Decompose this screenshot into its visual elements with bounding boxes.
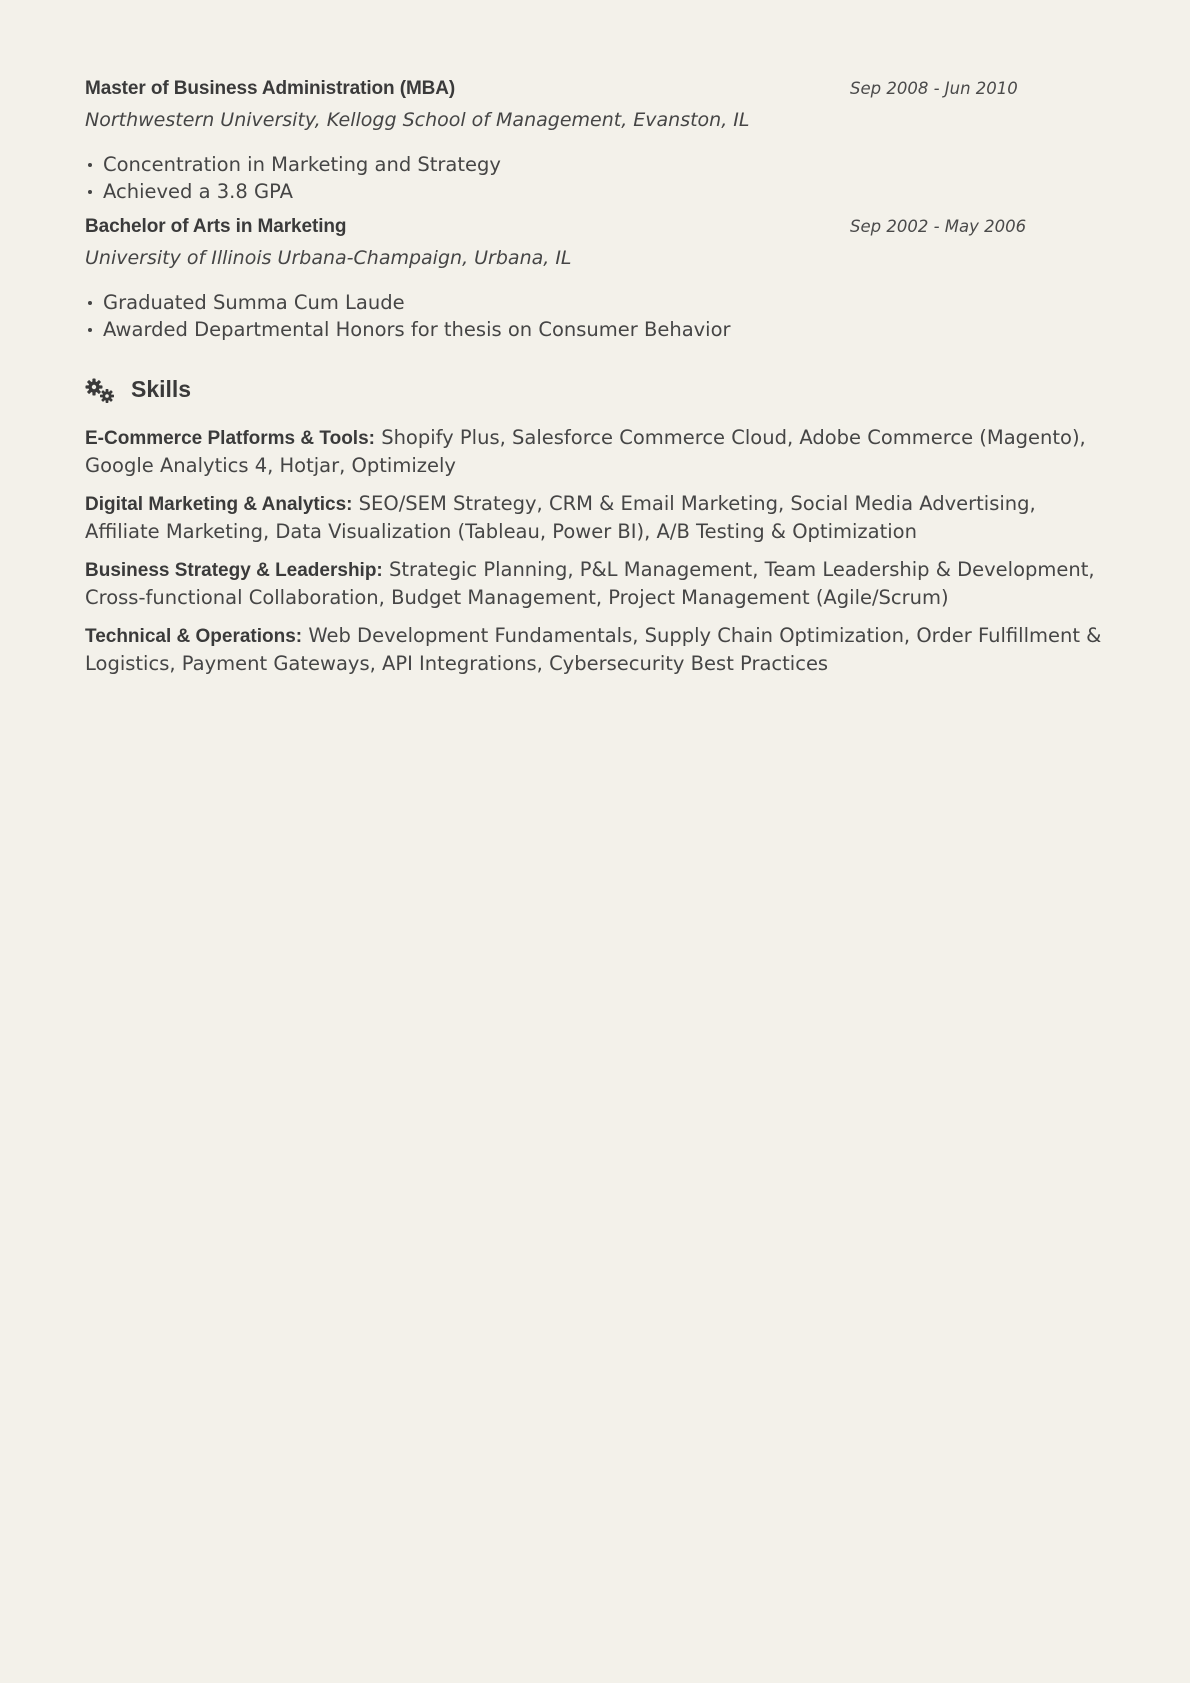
skill-row bbox=[85, 622, 1105, 677]
skill-value: Web Development Fundamentals, Supply Chain Optimization, Order Fulfillment & Logistics, Payment Gateways, API Integrations, Cybersecurity Best Practices bbox=[85, 624, 1102, 675]
education-entry bbox=[85, 75, 1105, 205]
skill-row bbox=[85, 490, 1105, 545]
section-title: Skills bbox=[131, 376, 192, 402]
skills-section-header bbox=[85, 376, 1105, 406]
skill-label: Digital Marketing & Analytics: bbox=[85, 494, 353, 515]
education-bullets bbox=[85, 151, 1105, 205]
skill-row bbox=[85, 556, 1105, 611]
resume-page bbox=[85, 75, 1105, 688]
skill-value: SEO/SEM Strategy, CRM & Email Marketing, Social Media Advertising, Affiliate Marketing, Data Visualization (Tableau, Power BI), A/B Testing & Optimization bbox=[85, 492, 1036, 543]
education-bullets bbox=[85, 289, 1105, 343]
bullet-item: Concentration in Marketing and Strategy bbox=[103, 151, 1105, 178]
skills-list bbox=[85, 424, 1105, 677]
school-name: University of Illinois Urbana-Champaign, Urbana, IL bbox=[85, 247, 572, 269]
date-range: Sep 2002 - May 2006 bbox=[850, 217, 1027, 236]
skill-label: Business Strategy & Leadership: bbox=[85, 560, 383, 581]
skill-row bbox=[85, 424, 1105, 479]
degree-title: Bachelor of Arts in Marketing bbox=[85, 216, 347, 237]
bullet-item: Awarded Departmental Honors for thesis on Consumer Behavior bbox=[103, 316, 1105, 343]
degree-row bbox=[85, 213, 1105, 243]
bullet-item: Achieved a 3.8 GPA bbox=[103, 178, 1105, 205]
degree-title: Master of Business Administration (MBA) bbox=[85, 78, 456, 99]
gears-icon bbox=[85, 378, 115, 404]
skill-label: E-Commerce Platforms & Tools: bbox=[85, 428, 375, 449]
skill-value: Shopify Plus, Salesforce Commerce Cloud, Adobe Commerce (Magento), Google Analytics 4, Hotjar, Optimizely bbox=[85, 426, 1086, 477]
degree-row bbox=[85, 75, 1105, 105]
bullet-item: Graduated Summa Cum Laude bbox=[103, 289, 1105, 316]
school-name: Northwestern University, Kellogg School of Management, Evanston, IL bbox=[85, 109, 750, 131]
skill-value: Strategic Planning, P&L Management, Team Leadership & Development, Cross-functional Collaboration, Budget Management, Project Management (Agile/Scrum) bbox=[85, 558, 1095, 609]
date-range: Sep 2008 - Jun 2010 bbox=[850, 79, 1018, 98]
education-entry bbox=[85, 213, 1105, 343]
skill-label: Technical & Operations: bbox=[85, 626, 303, 647]
